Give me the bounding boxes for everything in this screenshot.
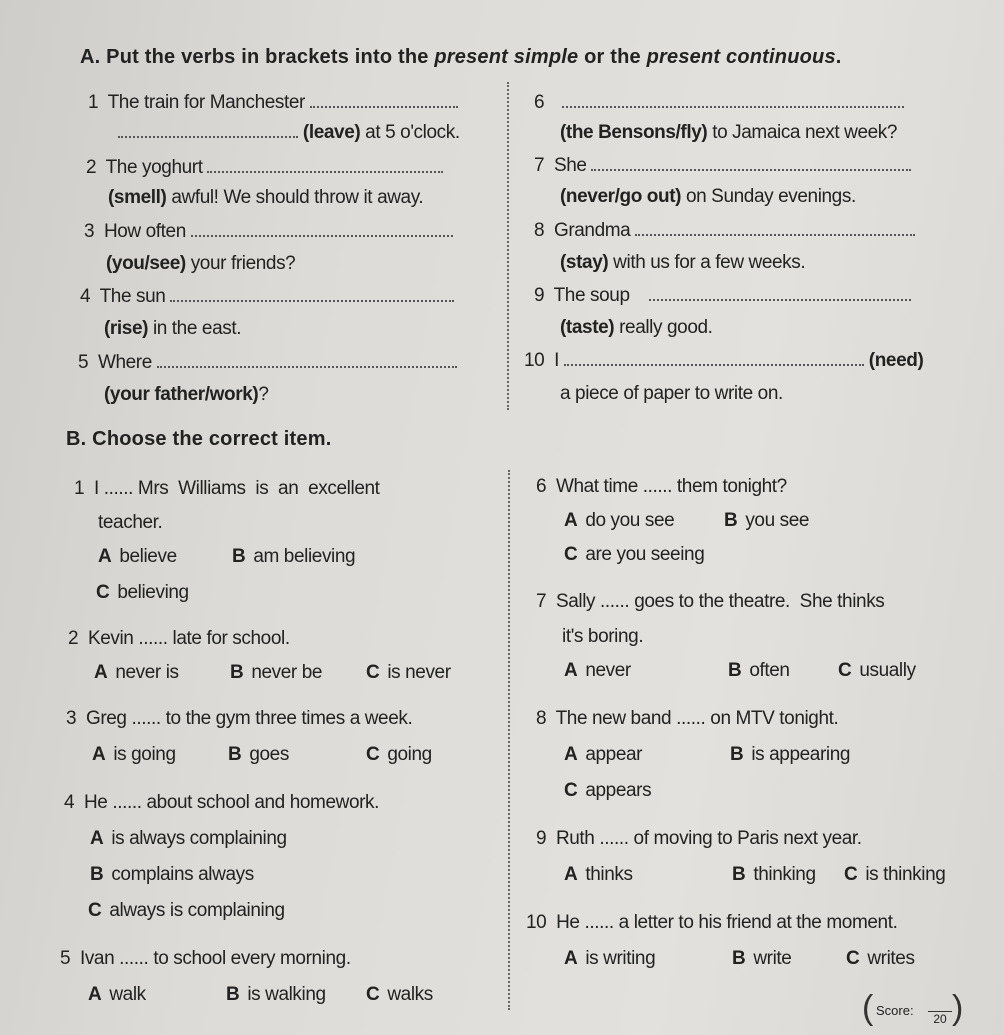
a-item-10-number: 10 <box>524 350 545 371</box>
b-q4-option-c-text: always is complaining <box>109 900 285 921</box>
a-item-5-tail: ? <box>258 384 269 405</box>
b-q1-option-c[interactable] <box>96 582 189 604</box>
b-q9-option-b-letter: B <box>732 864 746 885</box>
a-item-5-line1 <box>78 352 457 374</box>
b-q3-option-b-letter: B <box>228 744 242 765</box>
b-q6-number: 6 <box>536 476 547 497</box>
a-item-9-number: 9 <box>534 285 545 306</box>
section-a-title <box>80 46 842 69</box>
b-q10-number: 10 <box>526 912 547 933</box>
b-q8-option-a-letter: A <box>564 744 578 765</box>
section-a-title-em2: present continuous <box>646 46 836 68</box>
b-q3-stem <box>66 708 412 730</box>
b-q6-option-b-letter: B <box>724 510 738 531</box>
b-q9-stem <box>536 828 862 850</box>
b-q5-option-b[interactable] <box>226 984 326 1006</box>
b-q6-stem <box>536 476 787 498</box>
b-q7-option-b[interactable] <box>728 660 790 682</box>
b-q4-option-b[interactable] <box>90 864 254 886</box>
a-item-7-line2 <box>560 186 856 208</box>
b-q9-blank[interactable]: ...... <box>599 828 629 849</box>
b-q6-option-a-letter: A <box>564 510 578 531</box>
a-item-1-line1 <box>88 92 458 114</box>
b-q2-option-a[interactable] <box>94 662 179 684</box>
a-item-7-verb: (never/go out) <box>560 186 682 207</box>
b-q6-option-c[interactable] <box>564 544 704 566</box>
b-q5-option-c-letter: C <box>366 984 380 1005</box>
a-item-9-tail: really good. <box>614 317 713 338</box>
b-q7-option-b-text: often <box>749 660 790 681</box>
a-item-4-text: The sun <box>99 286 166 307</box>
a-item-7-text: She <box>553 155 587 176</box>
a-item-9-verb: (taste) <box>560 317 615 338</box>
b-q7-option-c-letter: C <box>838 660 852 681</box>
b-q6-option-a-text: do you see <box>585 510 675 531</box>
a-item-2-blank[interactable] <box>207 157 443 173</box>
b-q7-option-c-text: usually <box>859 660 916 681</box>
b-q7-option-a-letter: A <box>564 660 578 681</box>
a-item-2-verb: (smell) <box>108 187 167 208</box>
a-item-4-number: 4 <box>80 286 91 307</box>
a-item-10-text: I <box>554 350 559 371</box>
b-q1-option-a[interactable] <box>98 546 177 568</box>
b-q5-text-b: to school every morning. <box>153 948 351 969</box>
score-left-paren: ( <box>862 989 874 1027</box>
b-q2-blank[interactable]: ...... <box>138 628 168 649</box>
b-q1-stem <box>74 478 380 500</box>
a-item-8-line2 <box>560 252 805 274</box>
a-item-5-line2 <box>104 384 269 406</box>
b-q3-option-c[interactable] <box>366 744 432 766</box>
a-item-4-tail: in the east. <box>148 318 242 339</box>
a-item-5-text: Where <box>97 352 152 373</box>
b-q4-option-c[interactable] <box>88 900 285 922</box>
b-q5-blank[interactable]: ...... <box>119 948 149 969</box>
b-q7-text-b: goes to the theatre. She thinks <box>634 591 885 612</box>
b-q9-option-c[interactable] <box>844 864 945 886</box>
a-item-3-verb: (you/see) <box>106 253 186 274</box>
b-q2-text-b: late for school. <box>172 628 290 649</box>
a-item-5-blank[interactable] <box>157 352 457 368</box>
b-q4-text-a: He <box>83 792 108 813</box>
b-q8-text-b: on MTV tonight. <box>710 708 839 729</box>
b-q2-option-a-letter: A <box>94 662 108 683</box>
b-q9-option-b[interactable] <box>732 864 816 886</box>
a-item-4-blank[interactable] <box>170 286 454 302</box>
b-q1-text-a: I <box>93 478 99 499</box>
b-q10-option-a-text: is writing <box>585 948 656 969</box>
b-q1-text-b: Mrs Williams is an excellent <box>137 478 380 499</box>
a-item-2-number: 2 <box>86 157 97 178</box>
b-q5-option-c[interactable] <box>366 984 433 1006</box>
b-q8-option-b-letter: B <box>730 744 744 765</box>
b-q6-text-a: What time <box>555 476 638 497</box>
a-item-1-verb: (leave) <box>302 122 361 143</box>
b-q10-blank[interactable]: ...... <box>584 912 614 933</box>
a-item-6-line2 <box>560 122 897 144</box>
a-item-7-number: 7 <box>534 155 545 176</box>
a-item-1-text: The train for Manchester <box>107 92 305 113</box>
a-item-3-text: How often <box>103 221 186 242</box>
a-item-3-number: 3 <box>84 221 95 242</box>
b-q10-text-a: He <box>556 912 580 933</box>
b-q2-option-b[interactable] <box>230 662 322 684</box>
a-item-10-line2 <box>560 383 783 405</box>
b-q1-option-b[interactable] <box>232 546 355 568</box>
b-q8-option-a-text: appear <box>585 744 643 765</box>
b-q10-option-a-letter: A <box>564 948 578 969</box>
a-item-3-line1 <box>84 221 453 243</box>
b-q6-option-c-letter: C <box>564 544 578 565</box>
b-q9-option-c-text: is thinking <box>865 864 946 885</box>
b-q1-option-a-letter: A <box>98 546 112 567</box>
b-q4-option-a[interactable] <box>90 828 287 850</box>
b-q5-option-b-text: is walking <box>247 984 326 1005</box>
b-q5-option-c-text: walks <box>387 984 433 1005</box>
b-q1-option-a-text: believe <box>119 546 177 567</box>
a-item-7-blank[interactable] <box>591 155 911 171</box>
a-item-3-line2 <box>106 253 295 275</box>
b-q9-text-a: Ruth <box>555 828 595 849</box>
b-q4-option-c-letter: C <box>88 900 102 921</box>
b-q6-option-a[interactable] <box>564 510 674 532</box>
a-item-8-verb: (stay) <box>560 252 609 273</box>
score-fraction[interactable] <box>928 997 952 1026</box>
b-q4-stem <box>64 792 379 814</box>
a-item-9-blank[interactable] <box>649 285 911 301</box>
b-q3-number: 3 <box>66 708 77 729</box>
b-q6-option-b[interactable] <box>724 510 809 532</box>
b-q2-option-b-text: never be <box>251 662 323 683</box>
section-b-letter: B. <box>66 428 87 450</box>
b-q7-option-a[interactable] <box>564 660 631 682</box>
b-q6-option-c-text: are you seeing <box>585 544 705 565</box>
a-item-9-line1 <box>534 285 911 307</box>
section-a-title-end: . <box>835 46 842 68</box>
b-q10-option-b-letter: B <box>732 948 746 969</box>
score-denominator: 20 <box>933 1012 947 1026</box>
score-label: Score: <box>876 1003 914 1018</box>
b-q3-option-c-text: going <box>387 744 432 765</box>
b-q3-option-a[interactable] <box>92 744 176 766</box>
b-q6-text-b: them tonight? <box>676 476 787 497</box>
a-item-6-number: 6 <box>534 92 545 113</box>
section-a-letter: A. <box>80 46 101 68</box>
b-q3-option-b-text: goes <box>249 744 289 765</box>
b-q2-option-c-letter: C <box>366 662 380 683</box>
a-item-4-line1 <box>80 286 454 308</box>
a-item-4-verb: (rise) <box>104 318 149 339</box>
a-item-1-tail: at 5 o'clock. <box>360 122 460 143</box>
b-q5-text-a: Ivan <box>79 948 115 969</box>
a-item-8-text: Grandma <box>553 220 631 241</box>
b-q9-number: 9 <box>536 828 547 849</box>
score-right-paren: ) <box>952 989 964 1027</box>
section-a-title-em1: present simple <box>434 46 579 68</box>
b-q4-option-a-text: is always complaining <box>111 828 287 849</box>
b-q8-stem <box>536 708 838 730</box>
b-q8-option-c-letter: C <box>564 780 578 801</box>
b-q8-number: 8 <box>536 708 547 729</box>
b-q3-text-b: to the gym three times a week. <box>165 708 413 729</box>
a-item-10-line1 <box>524 350 923 372</box>
b-q10-option-c-text: writes <box>867 948 915 969</box>
a-item-6-blank[interactable] <box>562 92 904 108</box>
b-q5-stem <box>60 948 351 970</box>
section-a-title-text: Put the verbs in brackets into the <box>106 46 435 68</box>
b-q10-option-b[interactable] <box>732 948 791 970</box>
b-q7-stem <box>536 591 884 613</box>
b-q4-number: 4 <box>64 792 75 813</box>
b-q2-text-a: Kevin <box>87 628 134 649</box>
section-b-title-text: Choose the correct item. <box>92 428 332 450</box>
a-item-1-line2 <box>118 122 460 144</box>
b-q4-option-b-letter: B <box>90 864 104 885</box>
b-q7-option-c[interactable] <box>838 660 916 682</box>
b-q1-option-c-text: believing <box>117 582 189 603</box>
b-q10-option-b-text: write <box>753 948 792 969</box>
b-q7-text-c: it's boring. <box>562 626 644 647</box>
b-q10-option-a[interactable] <box>564 948 655 970</box>
a-item-9-text: The soup <box>553 285 630 306</box>
b-q9-option-a-letter: A <box>564 864 578 885</box>
b-q5-option-a-letter: A <box>88 984 102 1005</box>
b-q4-option-b-text: complains always <box>111 864 254 885</box>
b-q2-option-c[interactable] <box>366 662 451 684</box>
b-q4-blank[interactable]: ...... <box>112 792 142 813</box>
b-q4-text-b: about school and homework. <box>146 792 380 813</box>
b-q6-blank[interactable]: ...... <box>642 476 673 497</box>
b-q8-option-c[interactable] <box>564 780 651 802</box>
a-item-5-verb: (your father/work) <box>104 384 259 405</box>
b-q1-number: 1 <box>74 478 85 499</box>
b-q9-text-b: of moving to Paris next year. <box>633 828 862 849</box>
b-q2-option-b-letter: B <box>230 662 244 683</box>
b-q1-blank[interactable]: ...... <box>103 478 133 499</box>
section-a-title-mid: or the <box>578 46 647 68</box>
score-box <box>862 989 964 1035</box>
b-q2-option-a-text: never is <box>115 662 179 683</box>
a-item-1-blank[interactable] <box>310 92 458 108</box>
b-q7-blank[interactable]: ...... <box>600 591 630 612</box>
section-a-column-divider <box>507 82 509 410</box>
b-q7-text-a: Sally <box>555 591 596 612</box>
a-item-1-blank-2[interactable] <box>118 122 298 138</box>
section-b-column-divider <box>508 470 510 1010</box>
a-item-6-tail: to Jamaica next week? <box>707 122 898 143</box>
a-item-10-tail: a piece of paper to write on. <box>560 383 783 404</box>
a-item-7-line1 <box>534 155 911 177</box>
b-q10-stem <box>526 912 897 934</box>
a-item-2-tail: awful! We should throw it away. <box>166 187 424 208</box>
a-item-8-tail: with us for a few weeks. <box>608 252 806 273</box>
a-item-6-verb: (the Bensons/fly) <box>560 122 708 143</box>
b-q3-option-a-text: is going <box>113 744 176 765</box>
b-q3-text-a: Greg <box>85 708 127 729</box>
a-item-7-tail: on Sunday evenings. <box>681 186 856 207</box>
b-q7-number: 7 <box>536 591 547 612</box>
b-q3-blank[interactable]: ...... <box>131 708 161 729</box>
a-item-3-tail: your friends? <box>185 253 296 274</box>
b-q8-option-c-text: appears <box>585 780 652 801</box>
b-q8-option-b-text: is appearing <box>751 744 851 765</box>
a-item-3-blank[interactable] <box>191 221 453 237</box>
b-q5-number: 5 <box>60 948 71 969</box>
a-item-6-line1 <box>534 92 904 114</box>
b-q7-option-a-text: never <box>585 660 631 681</box>
a-item-4-line2 <box>104 318 241 340</box>
b-q5-option-a[interactable] <box>88 984 146 1006</box>
section-b-title <box>66 428 331 451</box>
b-q1-option-b-letter: B <box>232 546 246 567</box>
b-q1-text-c: teacher. <box>98 512 163 533</box>
a-item-2-line2 <box>108 187 423 209</box>
a-item-8-number: 8 <box>534 220 545 241</box>
a-item-2-text: The yoghurt <box>105 157 203 178</box>
a-item-8-line1 <box>534 220 915 242</box>
b-q8-option-b[interactable] <box>730 744 850 766</box>
b-q5-option-b-letter: B <box>226 984 240 1005</box>
b-q9-option-b-text: thinking <box>753 864 816 885</box>
b-q2-stem <box>68 628 290 650</box>
b-q4-option-a-letter: A <box>90 828 104 849</box>
a-item-2-line1 <box>86 157 443 179</box>
b-q7-option-b-letter: B <box>728 660 742 681</box>
a-item-8-blank[interactable] <box>635 220 915 236</box>
b-q2-option-c-text: is never <box>387 662 451 683</box>
b-q3-option-c-letter: C <box>366 744 380 765</box>
b-q8-option-a[interactable] <box>564 744 642 766</box>
b-q3-option-b[interactable] <box>228 744 289 766</box>
b-q8-blank[interactable]: ...... <box>676 708 706 729</box>
b-q8-text-a: The new band <box>555 708 672 729</box>
b-q10-option-c-letter: C <box>846 948 860 969</box>
b-q10-option-c[interactable] <box>846 948 915 970</box>
a-item-9-line2 <box>560 317 713 339</box>
b-q1-option-b-text: am believing <box>253 546 356 567</box>
a-item-5-number: 5 <box>78 352 89 373</box>
b-q9-option-c-letter: C <box>844 864 858 885</box>
a-item-1-number: 1 <box>88 92 99 113</box>
b-q6-option-b-text: you see <box>745 510 810 531</box>
b-q10-text-b: a letter to his friend at the moment. <box>618 912 898 933</box>
b-q1-option-c-letter: C <box>96 582 110 603</box>
a-item-10-blank[interactable] <box>564 350 864 366</box>
b-q5-option-a-text: walk <box>109 984 146 1005</box>
a-item-10-verb: (need) <box>868 350 924 371</box>
b-q9-option-a[interactable] <box>564 864 633 886</box>
b-q9-option-a-text: thinks <box>585 864 633 885</box>
b-q3-option-a-letter: A <box>92 744 106 765</box>
b-q2-number: 2 <box>68 628 79 649</box>
